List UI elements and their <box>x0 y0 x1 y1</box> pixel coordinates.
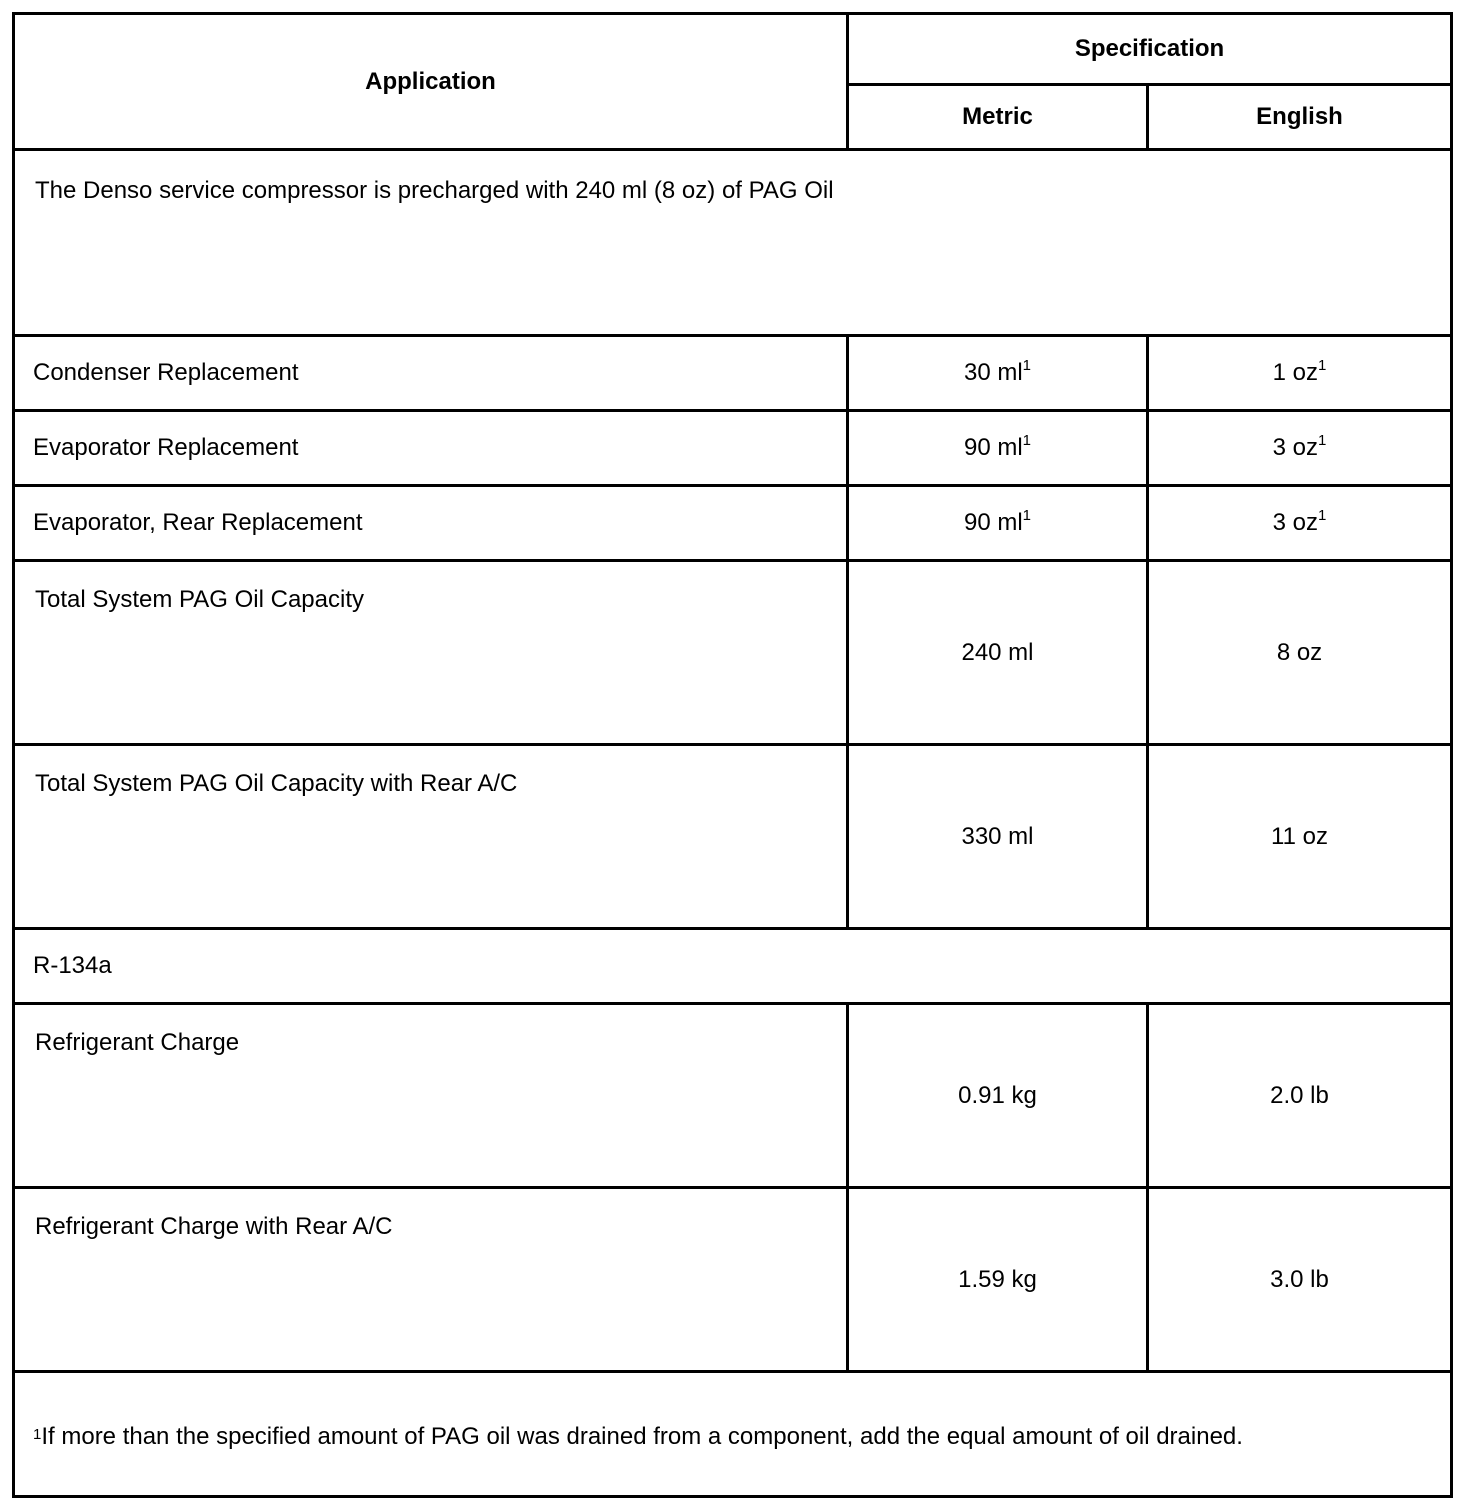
row-application: Condenser Replacement <box>14 336 848 411</box>
footnote-mark: 1 <box>33 1426 42 1443</box>
row-metric: 0.91 kg <box>848 1004 1148 1188</box>
table-row <box>14 336 1452 411</box>
row-english: 2.0 lb <box>1148 1004 1452 1188</box>
row-english: 11 oz <box>1148 745 1452 929</box>
table-row <box>14 561 1452 745</box>
row-application: Evaporator Replacement <box>14 411 848 486</box>
row-application: Refrigerant Charge with Rear A/C <box>14 1188 848 1372</box>
table-row <box>14 1004 1452 1188</box>
header-row <box>14 14 1452 85</box>
row-metric: 330 ml <box>848 745 1148 929</box>
row-english: 3 $oz^1$ <box>1148 411 1452 486</box>
row-english: 3.0 lb <box>1148 1188 1452 1372</box>
table-row <box>14 745 1452 929</box>
header-english: English <box>1148 85 1452 150</box>
row-metric: 90 $ml^1$ <box>848 486 1148 561</box>
refrigerant-section-label: R-134a <box>14 929 1452 1004</box>
spec-table-container <box>12 12 1450 1450</box>
row-application: Evaporator, Rear Replacement <box>14 486 848 561</box>
spec-table <box>12 12 1453 1498</box>
row-english: 1 $oz^1$ <box>1148 336 1452 411</box>
row-application: Refrigerant Charge <box>14 1004 848 1188</box>
row-application: Total System PAG Oil Capacity <box>14 561 848 745</box>
row-metric: 90 $ml^1$ <box>848 411 1148 486</box>
header-metric: Metric <box>848 85 1148 150</box>
row-english: 8 oz <box>1148 561 1452 745</box>
header-specification: Specification <box>848 14 1452 85</box>
table-row <box>14 411 1452 486</box>
intro-row <box>14 150 1452 336</box>
footnote <box>14 1372 1452 1497</box>
row-application: Total System PAG Oil Capacity with Rear A/C <box>14 745 848 929</box>
row-metric: 1.59 kg <box>848 1188 1148 1372</box>
row-metric: 30 $ml^1$ <box>848 336 1148 411</box>
intro-note: The Denso service compressor is precharged with 240 ml (8 oz) of PAG Oil <box>14 150 1452 336</box>
header-application: Application <box>14 14 848 150</box>
footnote-row <box>14 1372 1452 1497</box>
row-english: 3 $oz^1$ <box>1148 486 1452 561</box>
table-row <box>14 1188 1452 1372</box>
section-row <box>14 929 1452 1004</box>
row-metric: 240 ml <box>848 561 1148 745</box>
table-row <box>14 486 1452 561</box>
footnote-text: If more than the specified amount of PAG oil was drained from a component, add the equal amount of oil drained. <box>41 1423 1243 1450</box>
